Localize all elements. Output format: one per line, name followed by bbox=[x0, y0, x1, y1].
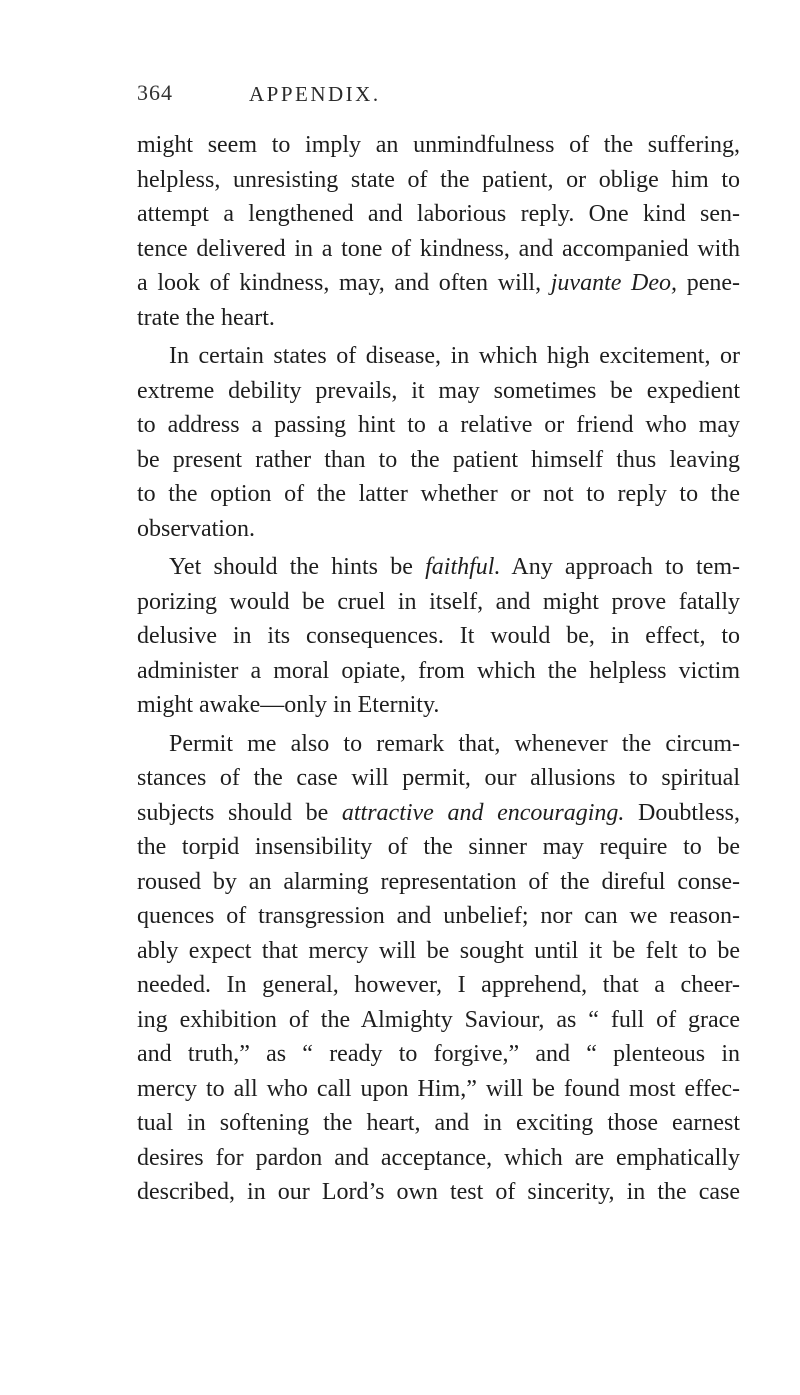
text-line: extreme debility prevails, it may sometimes be expedient bbox=[137, 377, 740, 404]
text-line: to address a passing hint to a relative or friend who may bbox=[137, 412, 740, 438]
text-line: be present rather than to the patient himself thus leaving bbox=[137, 446, 740, 473]
text-line: administer a moral opiate, from which the helpless victim bbox=[137, 657, 740, 684]
text-line: might seem to imply an unmindfulness of the suffering, bbox=[137, 132, 740, 158]
text-line: ing exhibition of the Almighty Saviour, as “ full of grace bbox=[137, 1006, 740, 1033]
running-head-title: APPENDIX. bbox=[249, 82, 381, 106]
text-line: In certain states of disease, in which high excitement, or bbox=[169, 343, 740, 369]
text-line: Yet should the hints be faithful. Any approach to tem- bbox=[169, 554, 741, 580]
text-line: ably expect that mercy will be sought until it be felt to be bbox=[137, 937, 740, 964]
text-line: needed. In general, however, I apprehend, that a cheer- bbox=[137, 972, 740, 998]
italic-phrase: attractive and encouraging. bbox=[341, 799, 625, 826]
text-line: delusive in its consequences. It would be, in effect, to bbox=[137, 623, 740, 649]
text-line: desires for pardon and acceptance, which are emphatically bbox=[137, 1144, 740, 1171]
text-line: the torpid insensibility of the sinner may require to be bbox=[137, 834, 740, 860]
body-text bbox=[137, 128, 740, 1210]
text-line: might awake—only in Eternity. bbox=[137, 692, 440, 718]
italic-phrase: faithful. bbox=[425, 554, 501, 580]
text-line: described, in our Lord’s own test of sincerity, in the case bbox=[137, 1179, 740, 1205]
page-number: 364 bbox=[137, 80, 173, 105]
text-line: porizing would be cruel in itself, and might prove fatally bbox=[137, 588, 740, 615]
text-line: to the option of the latter whether or not to reply to the bbox=[137, 481, 740, 507]
text-line: roused by an alarming representation of the direful conse- bbox=[137, 868, 740, 895]
text-line: observation. bbox=[137, 515, 255, 542]
text-line: Permit me also to remark that, whenever the circum- bbox=[169, 730, 740, 757]
text-line: a look of kindness, may, and often will, juvante Deo, pene- bbox=[137, 270, 741, 296]
text-line: tence delivered in a tone of kindness, and accompanied with bbox=[137, 235, 740, 262]
text-line: trate the heart. bbox=[137, 304, 275, 331]
text-line: and truth,” as “ ready to forgive,” and “ plenteous in bbox=[137, 1041, 740, 1067]
text-line: helpless, unresisting state of the patient, or oblige him to bbox=[137, 166, 740, 193]
italic-phrase: juvante Deo, bbox=[550, 270, 678, 296]
text-line: quences of transgression and unbelief; nor can we reason- bbox=[137, 903, 740, 929]
running-head bbox=[137, 80, 737, 110]
text-line: mercy to all who call upon Him,” will be found most effec- bbox=[137, 1075, 740, 1102]
text-line: stances of the case will permit, our allusions to spiritual bbox=[137, 765, 740, 791]
text-line: tual in softening the heart, and in exciting those earnest bbox=[137, 1110, 740, 1136]
text-line: attempt a lengthened and laborious reply. One kind sen- bbox=[137, 201, 740, 227]
text-line: subjects should be attractive and encouraging. Doubtless, bbox=[137, 799, 741, 826]
